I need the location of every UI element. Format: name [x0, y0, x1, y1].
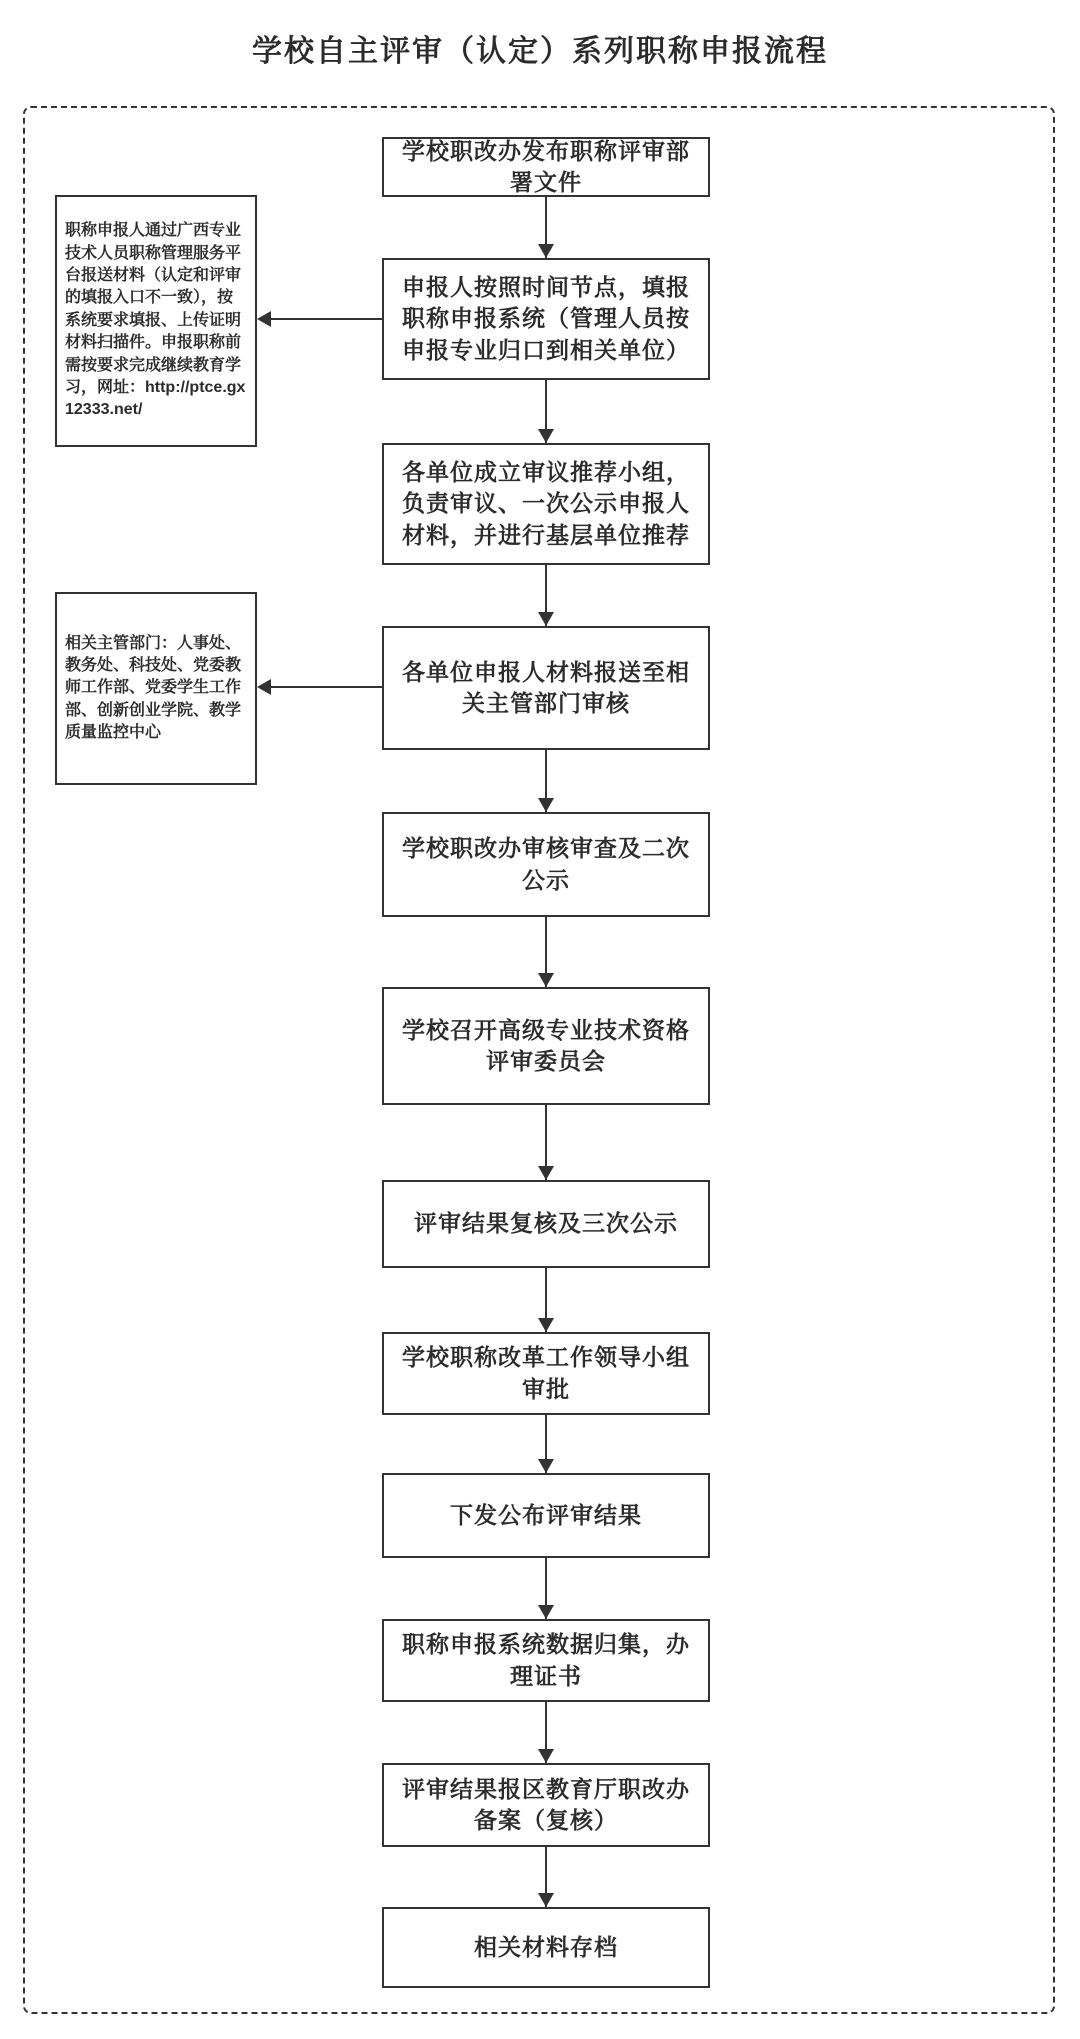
- note-application-platform: 职称申报人通过广西专业技术人员职称管理服务平台报送材料（认定和评审的填报入口不一致），按系统要求填报、上传证明材料扫描件。申报职称前需按要求完成继续教育学习，网址：http://ptce.gx12333.net/: [55, 195, 257, 447]
- arrow-left-icon: [271, 318, 382, 320]
- note-competent-departments: 相关主管部门：人事处、教务处、科技处、党委教师工作部、党委学生工作部、创新创业学院、教学质量监控中心: [55, 592, 257, 785]
- flow-step-6: 学校召开高级专业技术资格评审委员会: [382, 987, 710, 1105]
- arrow-down-icon: [545, 1268, 547, 1332]
- flow-step-4: 各单位申报人材料报送至相关主管部门审核: [382, 626, 710, 750]
- flow-step-8: 学校职称改革工作领导小组审批: [382, 1332, 710, 1415]
- arrow-down-icon: [545, 565, 547, 626]
- arrow-down-icon: [545, 1105, 547, 1180]
- arrow-down-icon: [545, 380, 547, 443]
- arrow-down-icon: [545, 1847, 547, 1907]
- flow-step-2: 申报人按照时间节点，填报职称申报系统（管理人员按申报专业归口到相关单位）: [382, 258, 710, 380]
- flow-step-12: 相关材料存档: [382, 1907, 710, 1988]
- flow-step-11: 评审结果报区教育厅职改办备案（复核）: [382, 1763, 710, 1847]
- arrow-down-icon: [545, 1558, 547, 1619]
- flow-step-5: 学校职改办审核审查及二次公示: [382, 812, 710, 917]
- arrow-down-icon: [545, 1415, 547, 1473]
- arrow-down-icon: [545, 1702, 547, 1763]
- arrow-down-icon: [545, 750, 547, 812]
- flow-step-1: 学校职改办发布职称评审部署文件: [382, 137, 710, 197]
- arrow-left-icon: [271, 686, 382, 688]
- flow-step-9: 下发公布评审结果: [382, 1473, 710, 1558]
- flow-step-7: 评审结果复核及三次公示: [382, 1180, 710, 1268]
- arrow-down-icon: [545, 917, 547, 987]
- flow-step-3: 各单位成立审议推荐小组，负责审议、一次公示申报人材料，并进行基层单位推荐: [382, 443, 710, 565]
- arrow-down-icon: [545, 197, 547, 258]
- page-title: 学校自主评审（认定）系列职称申报流程: [252, 35, 828, 68]
- flow-step-10: 职称申报系统数据归集，办理证书: [382, 1619, 710, 1702]
